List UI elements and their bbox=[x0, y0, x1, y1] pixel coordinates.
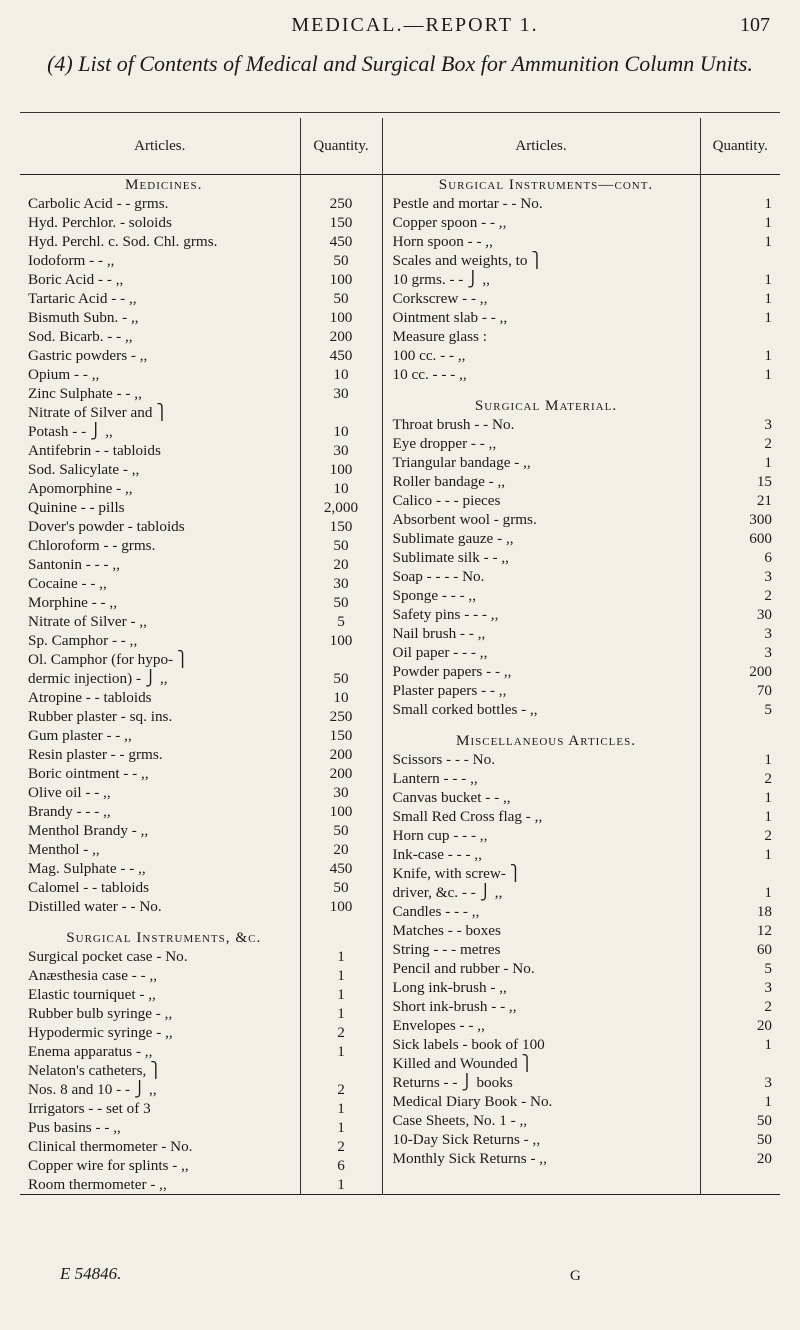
body-row bbox=[20, 175, 780, 1195]
spacer bbox=[701, 175, 781, 194]
quantity-value: 1 bbox=[337, 1005, 345, 1022]
quantity-value: 1 bbox=[764, 1093, 772, 1110]
article-name: Envelopes - - ,, bbox=[392, 1017, 485, 1034]
article-name: Sod. Salicylate - ,, bbox=[28, 461, 140, 478]
article-name: Killed and Wounded ⎫ bbox=[392, 1055, 533, 1072]
article-name: 100 cc. - - ,, bbox=[392, 347, 466, 364]
quantity-value: 5 bbox=[764, 960, 772, 977]
article-name: Copper wire for splints - ,, bbox=[28, 1157, 189, 1174]
quantity-value: 50 bbox=[333, 537, 349, 554]
article-name: String - - - metres bbox=[392, 941, 501, 958]
quantity-value: 50 bbox=[333, 290, 349, 307]
quantity-value: 15 bbox=[756, 473, 772, 490]
article-name: Cocaine - - ,, bbox=[28, 575, 107, 592]
article-name: Ink-case - - - ,, bbox=[392, 846, 482, 863]
section-heading: Surgical Material. bbox=[474, 397, 618, 414]
article-name: Horn cup - - - ,, bbox=[392, 827, 488, 844]
spacer bbox=[301, 916, 382, 928]
article-name: Santonin - - - ,, bbox=[28, 556, 120, 573]
article-name: Potash - - ⎭ ,, bbox=[28, 423, 113, 440]
article-name: Sublimate gauze - ,, bbox=[392, 530, 514, 547]
article-name: Measure glass : bbox=[392, 328, 487, 345]
quantity-value: 200 bbox=[749, 663, 772, 680]
article-name: Soap - - - - No. bbox=[392, 568, 485, 585]
quantity-value: 1 bbox=[764, 884, 772, 901]
header-row bbox=[20, 118, 780, 175]
article-name: Rubber bulb syringe - ,, bbox=[28, 1005, 173, 1022]
quantity-value: 250 bbox=[329, 708, 353, 725]
signature-mark: G bbox=[570, 1268, 581, 1284]
article-name: Scales and weights, to ⎫ bbox=[392, 252, 543, 269]
article-name: Olive oil - - ,, bbox=[28, 784, 111, 801]
article-name: Lantern - - - ,, bbox=[392, 770, 478, 787]
quantity-value: 1 bbox=[764, 309, 772, 326]
quantity-value: 150 bbox=[329, 518, 353, 535]
article-name: Chloroform - - grms. bbox=[28, 537, 156, 554]
article-name: Corkscrew - - ,, bbox=[392, 290, 488, 307]
contents-table bbox=[20, 118, 780, 1195]
section-heading: Surgical Instruments, &c. bbox=[66, 929, 262, 946]
article-name: Plaster papers - - ,, bbox=[392, 682, 507, 699]
quantity-value: 30 bbox=[333, 575, 349, 592]
quantity-value: 10 bbox=[333, 689, 349, 706]
quantity-value: 450 bbox=[329, 347, 353, 364]
quantity-value: 1 bbox=[337, 986, 345, 1003]
article-name: Candles - - - ,, bbox=[392, 903, 480, 920]
quantity-value: 450 bbox=[329, 860, 353, 877]
quantity-value: 200 bbox=[329, 765, 353, 782]
article-name: Safety pins - - - ,, bbox=[392, 606, 499, 623]
quantity-value: 1 bbox=[764, 214, 772, 231]
quantity-value: 30 bbox=[333, 385, 349, 402]
article-name: Small corked bottles - ,, bbox=[392, 701, 538, 718]
quantity-value: 10 bbox=[333, 480, 349, 497]
article-name: Triangular bandage - ,, bbox=[392, 454, 531, 471]
quantity-value: 50 bbox=[756, 1112, 772, 1129]
article-name: Pestle and mortar - - No. bbox=[392, 195, 543, 212]
article-name: Distilled water - - No. bbox=[28, 898, 162, 915]
article-name: Eye dropper - - ,, bbox=[392, 435, 497, 452]
spacer bbox=[701, 396, 781, 415]
running-title: MEDICAL.—REPORT 1. bbox=[291, 14, 539, 36]
article-name: dermic injection) - ⎭ ,, bbox=[28, 670, 168, 687]
quantity-value bbox=[701, 327, 781, 346]
article-name: Hyd. Perchlor. - soloids bbox=[28, 214, 172, 231]
article-name: Calico - - - pieces bbox=[392, 492, 501, 509]
quantity-value: 100 bbox=[329, 898, 353, 915]
article-name: Canvas bucket - - ,, bbox=[392, 789, 511, 806]
page-number: 107 bbox=[740, 14, 770, 36]
quantity-value: 1 bbox=[764, 290, 772, 307]
quantity-value: 50 bbox=[333, 822, 349, 839]
article-name: Pus basins - - ,, bbox=[28, 1119, 121, 1136]
article-name: Room thermometer - ,, bbox=[28, 1176, 167, 1193]
top-rule bbox=[20, 112, 780, 113]
quantity-value: 18 bbox=[756, 903, 772, 920]
quantity-value bbox=[701, 864, 781, 883]
article-name: Surgical pocket case - No. bbox=[28, 948, 188, 965]
quantity-value: 1 bbox=[764, 454, 772, 471]
header-quantity-left: Quantity. bbox=[300, 118, 382, 175]
quantity-value: 1 bbox=[337, 1176, 345, 1193]
quantity-value: 150 bbox=[329, 727, 353, 744]
article-name: Case Sheets, No. 1 - ,, bbox=[392, 1112, 528, 1129]
article-name: Long ink-brush - ,, bbox=[392, 979, 507, 996]
article-name: Medical Diary Book - No. bbox=[392, 1093, 553, 1110]
quantity-value: 50 bbox=[333, 879, 349, 896]
article-name: Brandy - - - ,, bbox=[28, 803, 111, 820]
article-name: Iodoform - - ,, bbox=[28, 252, 115, 269]
article-name: 10 grms. - - ⎭ ,, bbox=[392, 271, 490, 288]
article-name: Hypodermic syringe - ,, bbox=[28, 1024, 173, 1041]
article-name: Enema apparatus - ,, bbox=[28, 1043, 153, 1060]
article-name: Atropine - - tabloids bbox=[28, 689, 152, 706]
article-name: Monthly Sick Returns - ,, bbox=[392, 1150, 547, 1167]
quantity-value: 20 bbox=[333, 841, 349, 858]
quantity-value: 100 bbox=[329, 461, 353, 478]
running-head bbox=[60, 14, 770, 42]
quantity-value: 450 bbox=[329, 233, 353, 250]
quantity-value: 10 bbox=[333, 366, 349, 383]
quantity-value: 3 bbox=[764, 625, 772, 642]
quantity-value: 3 bbox=[764, 1074, 772, 1091]
quantity-value: 150 bbox=[329, 214, 353, 231]
quantity-value: 600 bbox=[749, 530, 772, 547]
spacer bbox=[701, 731, 781, 750]
quantity-value: 1 bbox=[764, 347, 772, 364]
quantity-value: 100 bbox=[329, 309, 353, 326]
article-name: Short ink-brush - - ,, bbox=[392, 998, 517, 1015]
right-articles-column bbox=[382, 175, 700, 1195]
quantity-value: 100 bbox=[329, 271, 353, 288]
article-name: Antifebrin - - tabloids bbox=[28, 442, 161, 459]
spacer bbox=[383, 384, 700, 396]
article-name: Bismuth Subn. - ,, bbox=[28, 309, 139, 326]
article-name: Morphine - - ,, bbox=[28, 594, 117, 611]
print-code: E 54846. bbox=[60, 1264, 122, 1283]
quantity-value: 2 bbox=[337, 1024, 345, 1041]
article-name: Hyd. Perchl. c. Sod. Chl. grms. bbox=[28, 233, 218, 250]
quantity-value bbox=[301, 650, 382, 669]
quantity-value: 200 bbox=[329, 328, 353, 345]
article-name: Menthol Brandy - ,, bbox=[28, 822, 149, 839]
section-heading: Medicines. bbox=[125, 176, 203, 193]
article-name: Powder papers - - ,, bbox=[392, 663, 512, 680]
quantity-value: 30 bbox=[756, 606, 772, 623]
quantity-value: 1 bbox=[337, 948, 345, 965]
header-quantity-right: Quantity. bbox=[700, 118, 780, 175]
quantity-value: 250 bbox=[329, 195, 353, 212]
quantity-value: 2 bbox=[764, 998, 772, 1015]
quantity-value: 6 bbox=[337, 1157, 345, 1174]
article-name: Pencil and rubber - No. bbox=[392, 960, 535, 977]
header-articles-right: Articles. bbox=[382, 118, 700, 175]
quantity-value: 5 bbox=[764, 701, 772, 718]
article-name: Sponge - - - ,, bbox=[392, 587, 477, 604]
quantity-value: 1 bbox=[764, 195, 772, 212]
quantity-value: 20 bbox=[333, 556, 349, 573]
article-name: Nail brush - - ,, bbox=[392, 625, 486, 642]
article-name: Small Red Cross flag - ,, bbox=[392, 808, 543, 825]
article-name: Gastric powders - ,, bbox=[28, 347, 148, 364]
article-name: Scissors - - - No. bbox=[392, 751, 496, 768]
quantity-value: 1 bbox=[764, 366, 772, 383]
quantity-value: 20 bbox=[756, 1017, 772, 1034]
article-name: Menthol - ,, bbox=[28, 841, 100, 858]
quantity-value: 50 bbox=[333, 252, 349, 269]
article-name: Knife, with screw- ⎫ bbox=[392, 865, 522, 882]
spacer bbox=[701, 719, 781, 731]
section-heading: Surgical Instruments—cont. bbox=[438, 176, 654, 193]
quantity-value: 6 bbox=[764, 549, 772, 566]
article-name: Nitrate of Silver and ⎫ bbox=[28, 404, 168, 421]
quantity-value: 300 bbox=[749, 511, 772, 528]
article-name: Ol. Camphor (for hypo- ⎫ bbox=[28, 651, 189, 668]
quantity-value: 3 bbox=[764, 568, 772, 585]
quantity-value: 50 bbox=[333, 594, 349, 611]
spacer bbox=[301, 175, 382, 194]
quantity-value: 100 bbox=[329, 803, 353, 820]
table-caption: (4) List of Contents of Medical and Surgical Box for Ammunition Column Units. bbox=[47, 51, 753, 76]
quantity-value: 70 bbox=[756, 682, 772, 699]
quantity-value: 2 bbox=[337, 1138, 345, 1155]
article-name: Nitrate of Silver - ,, bbox=[28, 613, 147, 630]
quantity-value: 1 bbox=[337, 1119, 345, 1136]
article-name: 10 cc. - - - ,, bbox=[392, 366, 467, 383]
quantity-value: 30 bbox=[333, 784, 349, 801]
quantity-value: 10 bbox=[333, 423, 349, 440]
quantity-value: 50 bbox=[756, 1131, 772, 1148]
quantity-value: 1 bbox=[764, 233, 772, 250]
quantity-value: 21 bbox=[756, 492, 772, 509]
article-name: Sublimate silk - - ,, bbox=[392, 549, 509, 566]
article-name: Resin plaster - - grms. bbox=[28, 746, 163, 763]
article-name: Ointment slab - - ,, bbox=[392, 309, 508, 326]
quantity-value: 200 bbox=[329, 746, 353, 763]
article-name: Throat brush - - No. bbox=[392, 416, 515, 433]
quantity-value: 2,000 bbox=[323, 499, 359, 516]
quantity-value: 2 bbox=[764, 435, 772, 452]
article-name: Quinine - - pills bbox=[28, 499, 125, 516]
quantity-value: 2 bbox=[764, 770, 772, 787]
article-name: Elastic tourniquet - ,, bbox=[28, 986, 156, 1003]
quantity-value: 1 bbox=[764, 271, 772, 288]
header-articles-left: Articles. bbox=[20, 118, 300, 175]
quantity-value bbox=[301, 1061, 382, 1080]
article-name: Clinical thermometer - No. bbox=[28, 1138, 193, 1155]
article-name: Boric ointment - - ,, bbox=[28, 765, 149, 782]
section-heading: Miscellaneous Articles. bbox=[455, 732, 637, 749]
spacer bbox=[383, 719, 700, 731]
left-quantity-column bbox=[300, 175, 382, 1195]
article-name: Oil paper - - - ,, bbox=[392, 644, 488, 661]
article-name: Rubber plaster - sq. ins. bbox=[28, 708, 173, 725]
quantity-value: 1 bbox=[337, 1100, 345, 1117]
article-name: Sick labels - book of 100 bbox=[392, 1036, 545, 1053]
spacer bbox=[701, 384, 781, 396]
article-name: Dover's powder - tabloids bbox=[28, 518, 185, 535]
quantity-value: 2 bbox=[764, 827, 772, 844]
quantity-value: 1 bbox=[764, 808, 772, 825]
quantity-value: 1 bbox=[337, 967, 345, 984]
article-name: Calomel - - tabloids bbox=[28, 879, 150, 896]
article-name: Carbolic Acid - - grms. bbox=[28, 195, 169, 212]
quantity-value: 1 bbox=[764, 1036, 772, 1053]
article-name: Anæsthesia case - - ,, bbox=[28, 967, 158, 984]
quantity-value: 3 bbox=[764, 644, 772, 661]
article-name: Sp. Camphor - - ,, bbox=[28, 632, 138, 649]
article-name: 10-Day Sick Returns - ,, bbox=[392, 1131, 541, 1148]
quantity-value: 50 bbox=[333, 670, 349, 687]
article-name: Irrigators - - set of 3 bbox=[28, 1100, 151, 1117]
quantity-value: 5 bbox=[337, 613, 345, 630]
article-name: Matches - - boxes bbox=[392, 922, 501, 939]
quantity-value: 12 bbox=[756, 922, 772, 939]
quantity-value: 3 bbox=[764, 416, 772, 433]
article-name: Apomorphine - ,, bbox=[28, 480, 133, 497]
article-name: Tartaric Acid - - ,, bbox=[28, 290, 137, 307]
article-name: Zinc Sulphate - - ,, bbox=[28, 385, 142, 402]
quantity-value: 30 bbox=[333, 442, 349, 459]
quantity-value: 2 bbox=[764, 587, 772, 604]
right-quantity-column bbox=[700, 175, 780, 1195]
article-name: Mag. Sulphate - - ,, bbox=[28, 860, 146, 877]
article-name: Gum plaster - - ,, bbox=[28, 727, 132, 744]
article-name: Horn spoon - - ,, bbox=[392, 233, 493, 250]
spacer bbox=[20, 916, 300, 928]
article-name: driver, &c. - - ⎭ ,, bbox=[392, 884, 503, 901]
article-name: Nelaton's catheters, ⎫ bbox=[28, 1062, 162, 1079]
quantity-value: 2 bbox=[337, 1081, 345, 1098]
article-name: Copper spoon - - ,, bbox=[392, 214, 507, 231]
quantity-value: 20 bbox=[756, 1150, 772, 1167]
article-name: Sod. Bicarb. - - ,, bbox=[28, 328, 133, 345]
quantity-value: 100 bbox=[329, 632, 353, 649]
quantity-value: 1 bbox=[764, 789, 772, 806]
spacer bbox=[301, 928, 382, 947]
quantity-value: 3 bbox=[764, 979, 772, 996]
quantity-value bbox=[301, 403, 382, 422]
article-name: Boric Acid - - ,, bbox=[28, 271, 124, 288]
article-name: Returns - - ⎭ books bbox=[392, 1074, 513, 1091]
article-name: Roller bandage - ,, bbox=[392, 473, 506, 490]
quantity-value bbox=[701, 251, 781, 270]
left-articles-column bbox=[20, 175, 300, 1195]
article-name: Absorbent wool - grms. bbox=[392, 511, 537, 528]
quantity-value bbox=[701, 1054, 781, 1073]
quantity-value: 60 bbox=[756, 941, 772, 958]
quantity-value: 1 bbox=[337, 1043, 345, 1060]
article-name: Nos. 8 and 10 - - ⎭ ,, bbox=[28, 1081, 157, 1098]
quantity-value: 1 bbox=[764, 846, 772, 863]
article-name: Opium - - ,, bbox=[28, 366, 100, 383]
quantity-value: 1 bbox=[764, 751, 772, 768]
